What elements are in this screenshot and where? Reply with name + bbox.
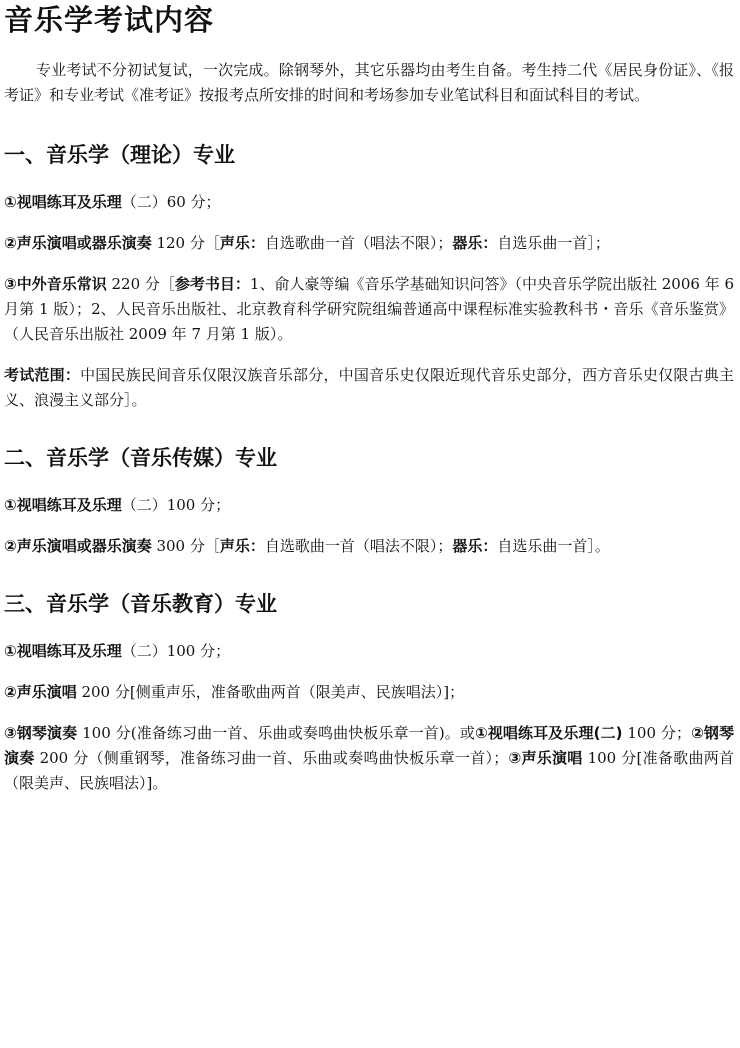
item-text: （二）100 分； <box>121 496 231 514</box>
section-heading-theory: 一、音乐学（理论）专业 <box>4 143 235 167</box>
item-text: 自选歌曲一首（唱法不限）； <box>264 537 453 555</box>
item-label: ②钢琴演奏 <box>4 724 735 767</box>
item-label: 声乐： <box>219 234 265 252</box>
item-text: 自选歌曲一首（唱法不限）； <box>264 234 453 252</box>
item-label: ②声乐演唱 <box>4 683 77 701</box>
item-text: 100 分(准备练习曲一首、乐曲或奏鸣曲快板乐章一首)。或 <box>77 724 476 742</box>
item-text: 自选乐曲一首］； <box>497 234 610 252</box>
list-item <box>4 231 734 256</box>
item-label: 器乐： <box>452 537 498 555</box>
item-label: 声乐： <box>219 537 265 555</box>
item-text: 自选乐曲一首］。 <box>497 537 610 555</box>
page-title: 音乐学考试内容 <box>4 3 215 37</box>
list-item <box>4 534 734 559</box>
list-item <box>4 493 734 518</box>
list-item <box>4 721 734 796</box>
list-item <box>4 363 734 413</box>
section-heading-media: 二、音乐学（音乐传媒）专业 <box>4 446 277 470</box>
list-item <box>4 272 734 347</box>
item-text: （二）60 分； <box>121 193 221 211</box>
item-label: 考试范围： <box>4 366 81 384</box>
item-text: 120 分［ <box>151 234 220 252</box>
item-label: ②声乐演唱或器乐演奏 <box>4 234 152 252</box>
item-label: ①视唱练耳及乐理 <box>4 193 122 211</box>
item-label: ③中外音乐常识 <box>4 275 107 293</box>
item-label: ③钢琴演奏 <box>4 724 78 742</box>
item-label: ①视唱练耳及乐理 <box>4 642 122 660</box>
item-text: （二）100 分； <box>121 642 231 660</box>
item-text: 200 分（侧重钢琴，准备练习曲一首、乐曲或奏鸣曲快板乐章一首）； <box>34 749 509 767</box>
item-label: ③声乐演唱 <box>508 749 583 767</box>
item-text: 100 分； <box>622 724 691 742</box>
item-text: 100 分[准备歌曲两首（限美声、民族唱法）]。 <box>4 749 734 792</box>
item-label: 器乐： <box>452 234 498 252</box>
item-text: 1、俞人豪等编《音乐学基础知识问答》（中央音乐学院出版社 2006 年 6 月第 1 版）；2、人民音乐出版社、北京教育科学研究院组编普通高中课程标准实验教科书・音乐《音乐鉴赏》（人民音乐出版社 2009 年 7 月第 1 版）。 <box>4 275 734 343</box>
item-label: 参考书目： <box>174 275 250 293</box>
item-label: ①视唱练耳及乐理(二) <box>475 724 623 742</box>
item-text: 200 分[侧重声乐，准备歌曲两首（限美声、民族唱法）]； <box>76 683 465 701</box>
item-text: 中国民族民间音乐仅限汉族音乐部分，中国音乐史仅限近现代音乐史部分，西方音乐史仅限古典主义、浪漫主义部分］。 <box>4 366 734 409</box>
item-label: ①视唱练耳及乐理 <box>4 496 122 514</box>
item-text: 300 分［ <box>151 537 220 555</box>
intro-paragraph: 专业考试不分初试复试，一次完成。除钢琴外，其它乐器均由考生自备。考生持二代《居民身份证》、《报考证》和专业考试《准考证》按报考点所安排的时间和考场参加专业笔试科目和面试科目的考试。 <box>4 61 734 104</box>
item-text: 220 分［ <box>106 275 175 293</box>
section-heading-education: 三、音乐学（音乐教育）专业 <box>4 592 277 616</box>
item-label: ②声乐演唱或器乐演奏 <box>4 537 152 555</box>
list-item <box>4 190 734 215</box>
list-item <box>4 639 734 664</box>
list-item <box>4 680 734 705</box>
